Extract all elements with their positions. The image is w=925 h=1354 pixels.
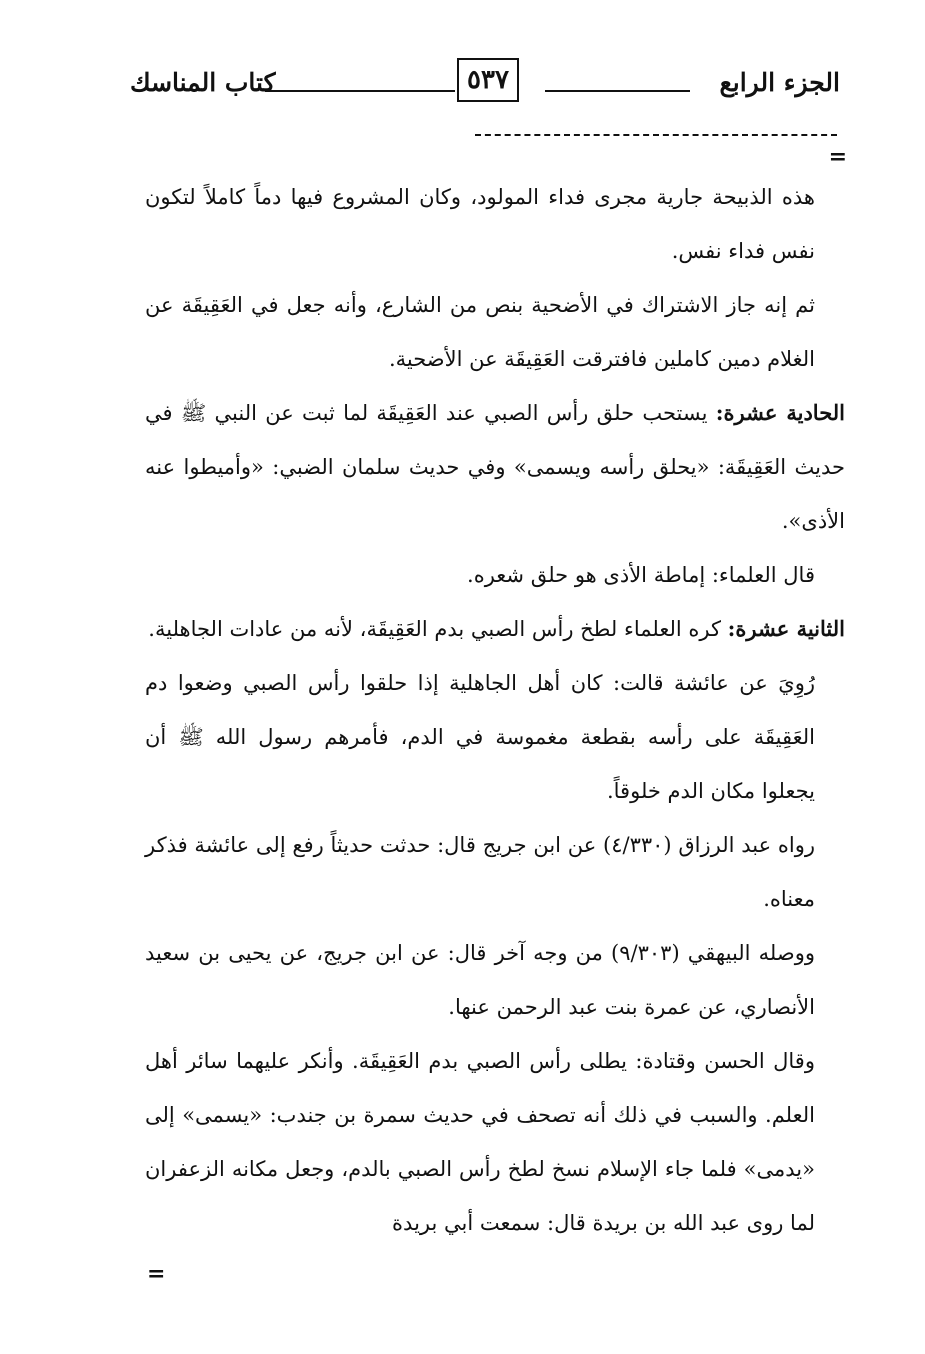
paragraph-text: يستحب حلق رأس الصبي عند العَقِيقَة لما ثبت عن النبي ﷺ في حديث العَقِيقَة: «يحلق رأسه ويسمى» وفي حديث سلمان الضبي: «وأميطوا عنه الأذى». bbox=[145, 401, 845, 533]
paragraph-text: ثم إنه جاز الاشتراك في الأضحية بنص من الشارع، وأنه جعل في العَقِيقَة عن الغلام دمين كاملين فافترقت العَقِيقَة عن الأضحية. bbox=[145, 293, 815, 371]
section-heading: الحادية عشرة: bbox=[715, 400, 845, 425]
paragraph-text: رُوِيَ عن عائشة قالت: كان أهل الجاهلية إذا حلقوا رأس الصبي وضعوا دم العَقِيقَة على رأسه بقطعة مغموسة في الدم، فأمرهم رسول الله ﷺ أن يجعلوا مكان الدم خلوقاً. bbox=[145, 671, 815, 803]
book-label: كتاب المناسك bbox=[130, 68, 276, 97]
paragraph bbox=[145, 818, 845, 926]
paragraph bbox=[145, 170, 845, 278]
running-header bbox=[130, 58, 840, 114]
section-heading: الثانية عشرة: bbox=[727, 616, 845, 641]
header-rule-right bbox=[545, 90, 690, 92]
paragraph bbox=[145, 278, 845, 386]
header-rule-left bbox=[265, 90, 455, 92]
paragraph bbox=[145, 926, 845, 1034]
paragraph bbox=[145, 656, 845, 818]
paragraph bbox=[145, 602, 845, 656]
paragraph-text: هذه الذبيحة جارية مجرى فداء المولود، وكان المشروع فيها دماً كاملاً لتكون نفس فداء نفس. bbox=[145, 185, 815, 263]
continuation-mark-bottom: = bbox=[147, 1261, 166, 1287]
paragraph bbox=[145, 1034, 845, 1250]
paragraph bbox=[145, 548, 845, 602]
paragraph-text: ووصله البيهقي (٩/٣٠٣) من وجه آخر قال: عن ابن جريج، عن يحيى بن سعيد الأنصاري، عن عمرة بنت عبد الرحمن عنها. bbox=[145, 941, 815, 1019]
part-label: الجزء الرابع bbox=[719, 68, 840, 97]
dashed-separator bbox=[475, 134, 837, 136]
paragraph-text: وقال الحسن وقتادة: يطلى رأس الصبي بدم العَقِيقَة. وأنكر عليهما سائر أهل العلم. والسبب في ذلك أنه تصحف في حديث سمرة بن جندب: «يسمى» إلى «يدمى» فلما جاء الإسلام نسخ لطخ رأس الصبي بالدم، وجعل مكانه الزعفران لما روى عبد الله بن بريدة قال: سمعت أبي بريدة bbox=[145, 1049, 815, 1235]
paragraph-text: كره العلماء لطخ رأس الصبي بدم العَقِيقَة، لأنه من عادات الجاهلية. bbox=[148, 617, 721, 641]
main-text bbox=[145, 170, 845, 1250]
page-number: ٥٣٧ bbox=[457, 58, 519, 102]
paragraph bbox=[145, 386, 845, 548]
paragraph-text: رواه عبد الرزاق (٤/٣٣٠) عن ابن جريج قال: حدثت حديثاً رفع إلى عائشة فذكر معناه. bbox=[145, 833, 815, 911]
continuation-mark-top: = bbox=[828, 144, 847, 170]
paragraph-text: قال العلماء: إماطة الأذى هو حلق شعره. bbox=[467, 563, 815, 587]
